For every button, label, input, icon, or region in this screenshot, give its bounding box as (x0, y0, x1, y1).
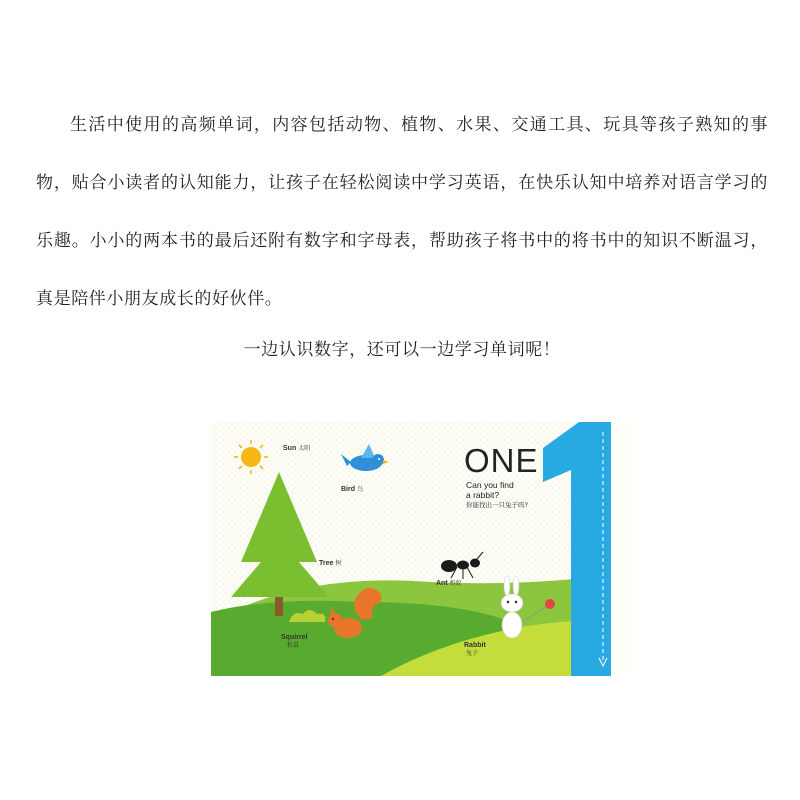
number-word: ONE (464, 442, 539, 479)
question-en-line2: a rabbit? (466, 490, 500, 500)
intro-paragraph: 生活中使用的高频单词，内容包括动物、植物、水果、交通工具、玩具等孩子熟知的事物，贴合小读者的认知能力，让孩子在轻松阅读中学习英语，在快乐认知中培养对语言学习的乐趣。小小的两本书的最后还附有数字和字母表，帮助孩子将书中的将书中的知识不断温习，真是陪伴小朋友成长的好伙伴。 (36, 115, 768, 309)
label-ant: Ant 蚂蚁 (436, 580, 462, 587)
book-page-photo (211, 422, 633, 676)
caption: 一边认识数字，还可以一边学习单词呢！ (243, 340, 561, 360)
label-bird: Bird 鸟 (341, 486, 364, 493)
book-illustration (211, 422, 633, 676)
label-squirrel: Squirrel 松鼠 (281, 634, 308, 649)
label-sun: Sun 太阳 (283, 445, 311, 452)
label-rabbit: Rabbit 兔子 (464, 642, 486, 657)
article-text (36, 96, 768, 370)
label-tree: Tree 树 (319, 560, 342, 567)
question-text (466, 480, 576, 510)
question-cn: 你能找出一只兔子吗? (466, 501, 528, 509)
question-en-line1: Can you find (466, 480, 514, 490)
